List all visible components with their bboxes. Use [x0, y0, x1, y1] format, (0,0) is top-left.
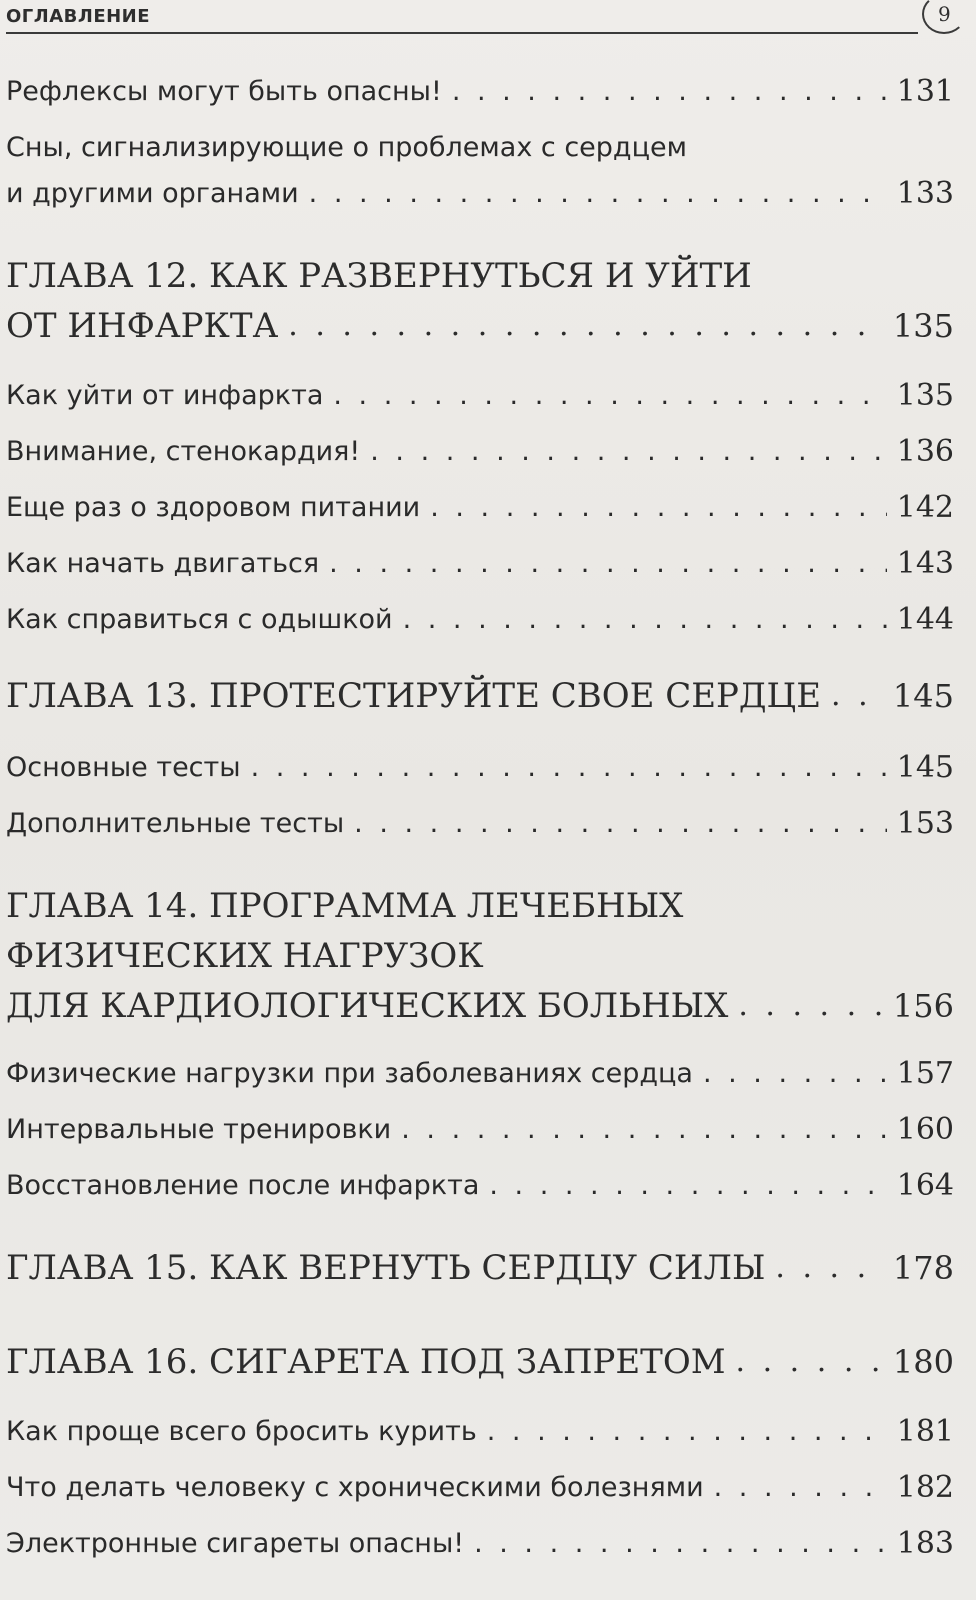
toc-chapter-title: ГЛАВА 15. КАК ВЕРНУТЬ СЕРДЦУ СИЛЫ: [6, 1248, 766, 1288]
toc-entry-page: 182: [896, 1470, 954, 1505]
leader-dots: [474, 1526, 887, 1562]
leader-dots: [775, 1244, 883, 1292]
toc-entry[interactable]: [6, 806, 954, 842]
toc-chapter-page: 145: [892, 677, 954, 715]
toc-chapter-page: 156: [892, 987, 954, 1025]
toc-entry-title: Электронные сигареты опасны!: [6, 1528, 465, 1559]
toc-entry-title: Как начать двигаться: [6, 548, 320, 579]
toc-entry[interactable]: [6, 1526, 954, 1562]
leader-dots: [333, 378, 886, 414]
header-rule: [6, 32, 918, 34]
toc-entry-page: 143: [896, 546, 954, 581]
leader-dots: [489, 1168, 886, 1204]
toc-chapter[interactable]: [6, 1244, 954, 1292]
toc-chapter-page: 180: [892, 1343, 954, 1381]
leader-dots: [714, 1470, 887, 1506]
leader-dots: [738, 982, 883, 1030]
toc-entry-title: Внимание, стенокардия!: [6, 436, 361, 467]
leader-dots: [487, 1414, 887, 1450]
leader-dots: [403, 602, 887, 638]
toc-chapter-title: ГЛАВА 16. СИГАРЕТА ПОД ЗАПРЕТОМ: [6, 1342, 726, 1382]
leader-dots: [831, 672, 883, 720]
page-number: 9: [938, 2, 951, 26]
toc-entry-title: Как уйти от инфаркта: [6, 380, 324, 411]
toc-entry-title-line[interactable]: Сны, сигнализирующие о проблемах с сердцем: [6, 132, 687, 163]
toc-chapter[interactable]: [6, 982, 954, 1030]
toc-entry[interactable]: [6, 546, 954, 582]
page-header: [6, 0, 966, 40]
toc-entry[interactable]: [6, 176, 954, 212]
toc-entry[interactable]: [6, 378, 954, 414]
toc-entry-title: Физические нагрузки при заболеваниях сердца: [6, 1058, 693, 1089]
toc-entry[interactable]: [6, 490, 954, 526]
toc-entry[interactable]: [6, 1168, 954, 1204]
chapter-title-line[interactable]: ГЛАВА 14. ПРОГРАММА ЛЕЧЕБНЫХ: [6, 886, 684, 926]
leader-dots: [288, 302, 883, 350]
toc-entry-title: Как справиться с одышкой: [6, 604, 393, 635]
toc-entry-page: 131: [896, 74, 954, 109]
toc-chapter-title: ДЛЯ КАРДИОЛОГИЧЕСКИХ БОЛЬНЫХ: [6, 986, 729, 1026]
toc-entry-page: 183: [896, 1526, 954, 1561]
toc-chapter[interactable]: [6, 1338, 954, 1386]
leader-dots: [703, 1056, 887, 1092]
toc-entry-title: Что делать человеку с хроническими болезнями: [6, 1472, 704, 1503]
toc-entry-title: Рефлексы могут быть опасны!: [6, 76, 442, 107]
toc-entry-page: 164: [896, 1168, 954, 1203]
toc-entry-page: 136: [896, 434, 954, 469]
toc-chapter-page: 135: [892, 307, 954, 345]
toc-entry-title: Восстановление после инфаркта: [6, 1170, 480, 1201]
toc-entry[interactable]: [6, 1056, 954, 1092]
leader-dots: [329, 546, 887, 582]
toc-entry[interactable]: [6, 1414, 954, 1450]
page-number-badge: [922, 0, 966, 34]
leader-dots: [251, 750, 887, 786]
toc-entry-page: 157: [896, 1056, 954, 1091]
toc-entry-page: 135: [896, 378, 954, 413]
toc-chapter-page: 178: [892, 1249, 954, 1287]
leader-dots: [370, 434, 886, 470]
toc-chapter-title: ГЛАВА 13. ПРОТЕСТИРУЙТЕ СВОЕ СЕРДЦЕ: [6, 676, 822, 716]
chapter-title-line[interactable]: ФИЗИЧЕСКИХ НАГРУЗОК: [6, 936, 484, 976]
toc-entry-page: 160: [896, 1112, 954, 1147]
toc-chapter-title: ОТ ИНФАРКТА: [6, 306, 279, 346]
toc-entry-title: Основные тесты: [6, 752, 241, 783]
toc-entry-page: 133: [896, 176, 954, 211]
toc-entry-title: и другими органами: [6, 178, 299, 209]
toc-entry[interactable]: [6, 74, 954, 110]
toc-entry-page: 144: [896, 602, 954, 637]
leader-dots: [452, 74, 887, 110]
toc-entry[interactable]: [6, 1470, 954, 1506]
toc-entry-page: 142: [896, 490, 954, 525]
toc-entry-title: Интервальные тренировки: [6, 1114, 392, 1145]
toc-chapter[interactable]: [6, 672, 954, 720]
running-head: ОГЛАВЛЕНИЕ: [6, 6, 151, 27]
toc-entry[interactable]: [6, 602, 954, 638]
leader-dots: [430, 490, 887, 526]
leader-dots: [401, 1112, 887, 1148]
toc-entry[interactable]: [6, 750, 954, 786]
leader-dots: [309, 176, 887, 212]
toc-entry-title: Еще раз о здоровом питании: [6, 492, 421, 523]
toc-entry[interactable]: [6, 1112, 954, 1148]
leader-dots: [354, 806, 887, 842]
toc-chapter[interactable]: [6, 302, 954, 350]
leader-dots: [736, 1338, 883, 1386]
toc-entry-page: 145: [896, 750, 954, 785]
chapter-title-line[interactable]: ГЛАВА 12. КАК РАЗВЕРНУТЬСЯ И УЙТИ: [6, 256, 752, 296]
toc-entry-page: 181: [896, 1414, 954, 1449]
toc-entry-title: Как проще всего бросить курить: [6, 1416, 477, 1447]
toc-entry-page: 153: [896, 806, 954, 841]
toc-entry-title: Дополнительные тесты: [6, 808, 345, 839]
toc-entry[interactable]: [6, 434, 954, 470]
